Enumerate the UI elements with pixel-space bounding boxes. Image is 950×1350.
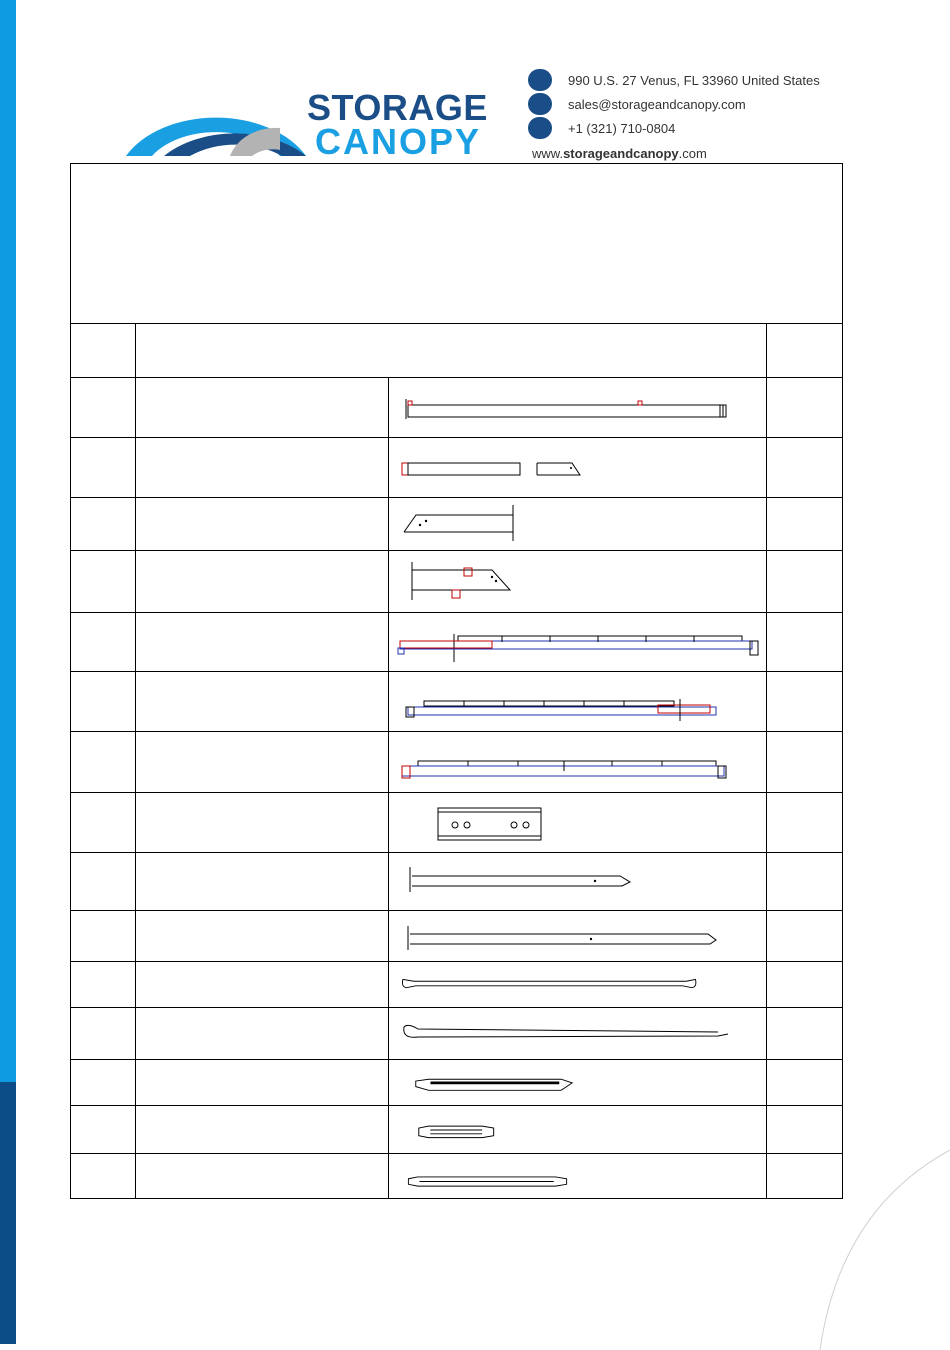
envelope-icon: [528, 93, 552, 115]
contact-phone[interactable]: +1 (321) 710-0804: [568, 120, 676, 136]
sidebar-accent-top: [0, 0, 16, 1082]
table-column-divider: [388, 377, 389, 1199]
contact-email-row: [528, 92, 858, 116]
decorative-corner-curve: [780, 1150, 950, 1350]
sidebar-accent-bottom: [0, 1082, 16, 1344]
part-drawing-short-angled-plate: [390, 497, 765, 550]
part-drawing-rail-angled-end: [390, 437, 765, 497]
part-drawing-brace-medium-heavy: [390, 1059, 765, 1105]
brand-name-canopy: CANOPY: [315, 121, 482, 162]
part-drawing-rafter-short: [390, 852, 765, 910]
part-drawing-brace-short: [390, 1105, 765, 1153]
contact-address-row: [528, 68, 858, 92]
contact-email[interactable]: sales@storageandcanopy.com: [568, 96, 746, 112]
part-drawing-connector-plate-four-holes: [390, 792, 765, 852]
part-drawing-angled-plate-brackets: [390, 550, 765, 612]
contact-phone-row: [528, 116, 858, 140]
part-drawing-rafter-long: [390, 910, 765, 961]
contact-block: [528, 68, 858, 140]
website-domain: storageandcanopy: [563, 146, 679, 161]
website-link[interactable]: [532, 146, 707, 161]
part-drawing-truss-beam-left: [390, 612, 765, 671]
part-drawing-brace-long-pin: [390, 1007, 765, 1059]
website-prefix: www.: [532, 146, 564, 161]
part-drawing-brace-long: [390, 961, 765, 1007]
table-column-divider: [135, 323, 136, 1199]
website-suffix: .com: [678, 146, 707, 161]
contact-address: 990 U.S. 27 Venus, FL 33960 United States: [568, 72, 820, 88]
table-column-divider: [766, 323, 767, 1199]
part-drawing-brace-medium: [390, 1153, 765, 1199]
location-pin-icon: [528, 69, 552, 91]
part-drawing-truss-beam-full: [390, 731, 765, 792]
part-drawing-long-rail-two-brackets: [390, 377, 765, 437]
table-row-divider: [70, 323, 843, 324]
phone-icon: [528, 117, 552, 139]
part-drawing-truss-beam-right: [390, 671, 765, 731]
brand-name-storage: STORAGE: [307, 87, 488, 128]
